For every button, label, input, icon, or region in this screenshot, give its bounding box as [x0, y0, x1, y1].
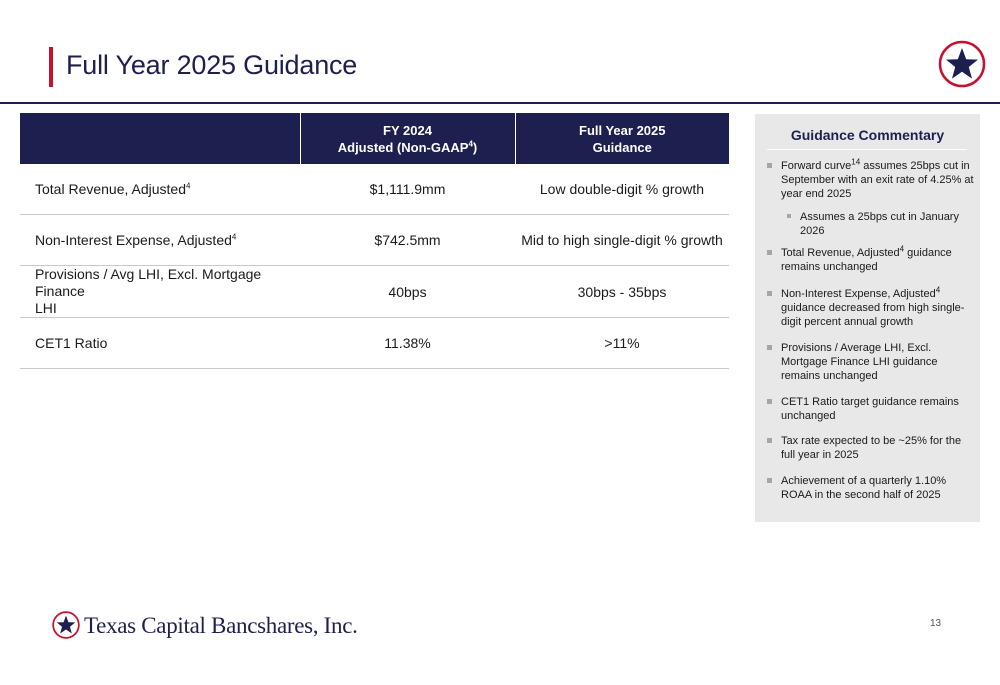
guidance-commentary-panel	[755, 114, 980, 522]
square-bullet-icon	[767, 250, 772, 255]
square-bullet-icon	[767, 291, 772, 296]
commentary-bullet: Forward curve$^{14}$ assumes 25bps cut in September with an exit rate of 4.25% at year end 2025	[781, 159, 974, 201]
guidance-value: Mid to high single-digit % growth	[515, 215, 729, 266]
row-label: Provisions / Avg LHI, Excl. Mortgage Finance LHI	[20, 266, 300, 318]
header-fy2024: FY 2024 Adjusted (Non-GAAP$^4$)	[300, 113, 515, 164]
guidance-value: >11%	[515, 318, 729, 369]
square-bullet-icon	[767, 478, 772, 483]
commentary-bullet: Achievement of a quarterly 1.10% ROAA in the second half of 2025	[781, 474, 946, 502]
header-divider	[0, 102, 1000, 104]
table-header-row	[20, 113, 729, 164]
star-circle-logo-icon	[52, 611, 80, 639]
header-blank	[20, 113, 300, 164]
title-accent-bar	[49, 47, 53, 87]
company-name: Texas Capital Bancshares, Inc.	[84, 613, 358, 638]
star-circle-logo-icon	[938, 40, 986, 88]
page-number: 13	[930, 618, 942, 629]
fy2024-value: 11.38%	[300, 318, 515, 369]
table-row	[20, 266, 729, 318]
row-label: Total Revenue, Adjusted$^4$	[20, 164, 300, 215]
square-bullet-icon	[767, 399, 772, 404]
table-row	[20, 318, 729, 369]
guidance-value: 30bps - 35bps	[515, 266, 729, 318]
table-row	[20, 164, 729, 215]
page-title: Full Year 2025 Guidance	[66, 50, 358, 80]
commentary-bullet: Provisions / Average LHI, Excl. Mortgage Finance LHI guidance remains unchanged	[781, 341, 938, 383]
square-bullet-icon	[787, 214, 791, 218]
header-fy2025-guidance: Full Year 2025 Guidance	[515, 113, 729, 164]
fy2024-value: $1,111.9mm	[300, 164, 515, 215]
square-bullet-icon	[767, 438, 772, 443]
fy2024-value: 40bps	[300, 266, 515, 318]
commentary-bullet: Non-Interest Expense, Adjusted$^4$ guidance decreased from high single- digit percent annual growth	[781, 287, 964, 329]
square-bullet-icon	[767, 163, 772, 168]
commentary-bullet: Total Revenue, Adjusted$^4$ guidance remains unchanged	[781, 246, 952, 274]
commentary-sub-bullet: Assumes a 25bps cut in January 2026	[800, 210, 959, 238]
fy2024-value: $742.5mm	[300, 215, 515, 266]
commentary-bullet: CET1 Ratio target guidance remains unchanged	[781, 395, 959, 423]
commentary-title: Guidance Commentary	[790, 127, 945, 143]
table-row	[20, 215, 729, 266]
row-label: Non-Interest Expense, Adjusted$^4$	[20, 215, 300, 266]
commentary-bullet: Tax rate expected to be ~25% for the full year in 2025	[781, 434, 961, 462]
row-label: CET1 Ratio	[20, 318, 300, 369]
commentary-divider	[767, 149, 967, 150]
guidance-table	[20, 113, 729, 369]
square-bullet-icon	[767, 345, 772, 350]
guidance-value: Low double-digit % growth	[515, 164, 729, 215]
